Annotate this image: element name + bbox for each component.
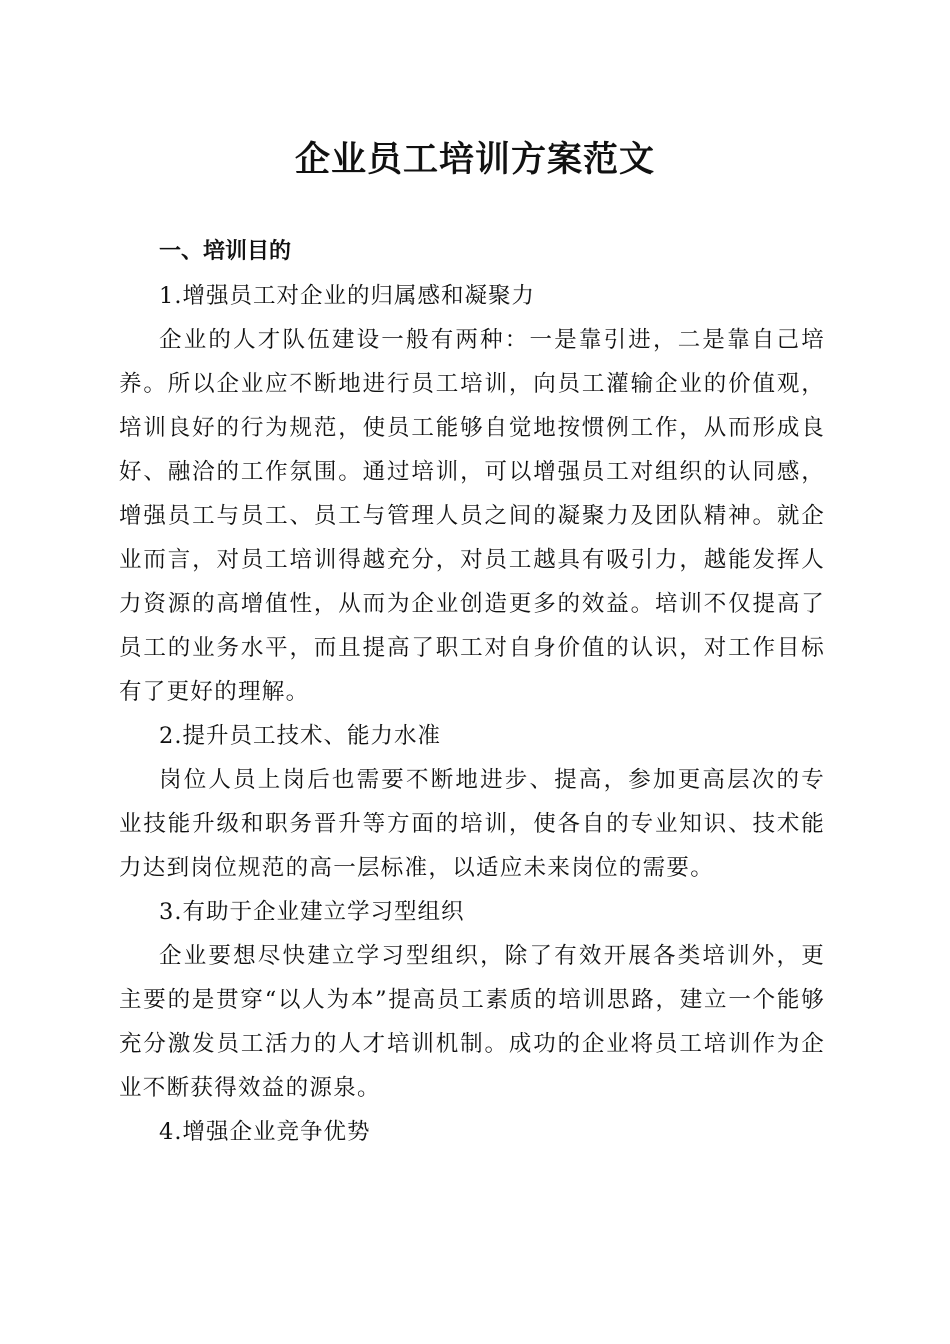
item-3-heading: 3.有助于企业建立学习型组织: [159, 899, 465, 925]
item-3-paragraph: 企业要想尽快建立学习型组织，除了有效开展各类培训外，更主要的是贯穿“以人为本”提高员工素质的培训思路，建立一个能够充分激发员工活力的人才培训机制。成功的企业将员工培训作为企业不断获得效益的源泉。: [119, 943, 825, 1101]
item-1-heading: 1.增强员工对企业的归属感和凝聚力: [159, 283, 535, 309]
document-body: [119, 230, 825, 1154]
item-4-heading: 4.增强企业竞争优势: [159, 1119, 371, 1145]
section-heading-training-purpose: 一、培训目的: [159, 239, 292, 264]
item-2-paragraph: 岗位人员上岗后也需要不断地进步、提高，参加更高层次的专业技能升级和职务晋升等方面的培训，使各自的专业知识、技术能力达到岗位规范的高一层标准，以适应未来岗位的需要。: [119, 767, 825, 881]
item-1-paragraph: 企业的人才队伍建设一般有两种：一是靠引进，二是靠自己培养。所以企业应不断地进行员工培训，向员工灌输企业的价值观，培训良好的行为规范，使员工能够自觉地按惯例工作，从而形成良好、融洽的工作氛围。通过培训，可以增强员工对组织的认同感，增强员工与员工、员工与管理人员之间的凝聚力及团队精神。就企业而言，对员工培训得越充分，对员工越具有吸引力，越能发挥人力资源的高增值性，从而为企业创造更多的效益。培训不仅提高了员工的业务水平，而且提高了职工对自身价值的认识，对工作目标有了更好的理解。: [119, 327, 825, 705]
document-title: 企业员工培训方案范文: [294, 139, 655, 180]
item-2-heading: 2.提升员工技术、能力水准: [159, 723, 441, 749]
